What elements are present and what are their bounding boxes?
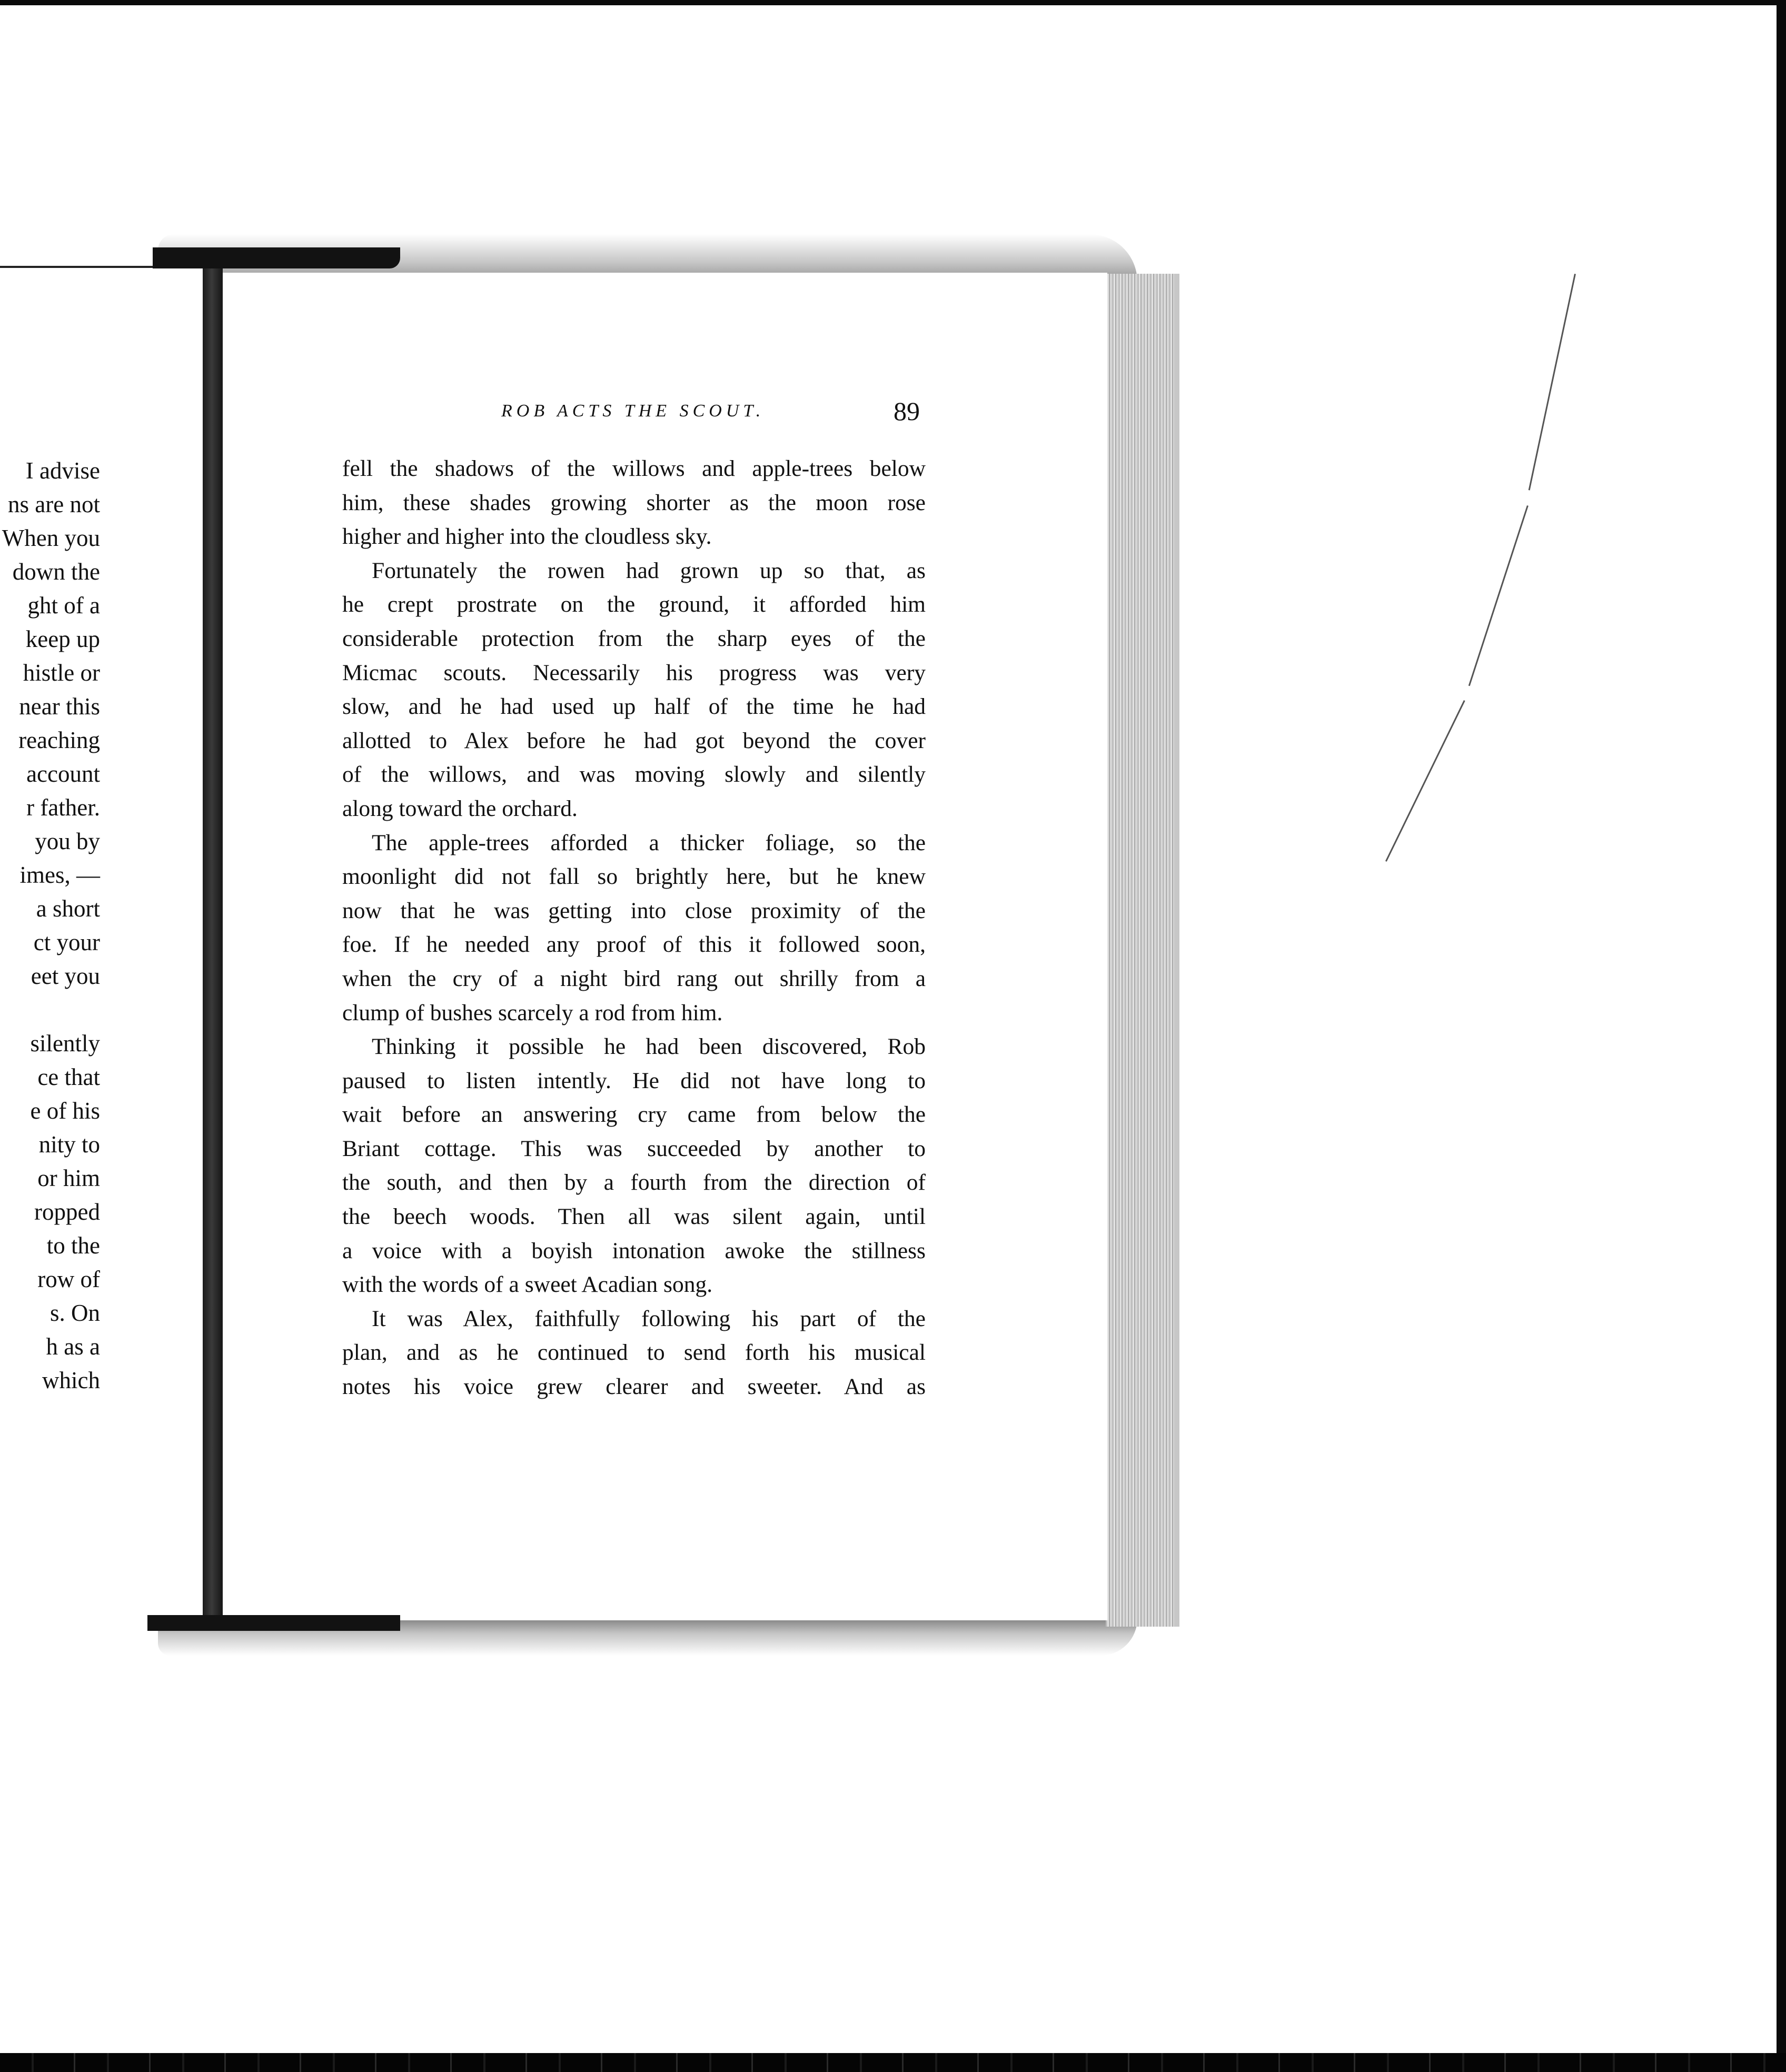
text-line: now that he was getting into close proximity of the [342, 898, 926, 923]
left-page-line: you by [35, 828, 100, 854]
scan-frame-right [1777, 0, 1786, 2072]
paragraph [342, 1302, 926, 1404]
left-page-line: imes, — [19, 862, 100, 888]
book-spine [203, 268, 223, 1616]
text-line: moonlight did not fall so brightly here, but he knew [342, 864, 926, 890]
left-page-line [0, 993, 100, 1027]
spine-cap-top [153, 247, 400, 268]
left-page-line: reaching [18, 727, 100, 753]
left-page-line: down the [12, 559, 100, 585]
text-line: Briant cottage. This was succeeded by another to [342, 1135, 926, 1161]
text-line: him, these shades growing shorter as the moon rose [342, 490, 926, 515]
text-line: he crept prostrate on the ground, it afforded him [342, 592, 926, 617]
text-line: Thinking it possible he had been discovered, Rob [372, 1034, 926, 1060]
pencil-mark [1529, 274, 1576, 490]
left-page-line: a short [36, 895, 100, 922]
left-page-line: ropped [34, 1199, 100, 1225]
page-edges [1106, 274, 1179, 1627]
left-page-line: ns are not [8, 491, 100, 517]
text-line: allotted to Alex before he had got beyond the cover [342, 728, 926, 753]
paragraph [342, 1030, 926, 1302]
text-line: notes his voice grew clearer and sweeter. And as [342, 1374, 926, 1400]
left-page-line: histle or [23, 660, 100, 686]
text-line: of the willows, and was moving slowly and silently [342, 762, 926, 788]
text-line: clump of bushes scarcely a rod from him. [342, 1000, 723, 1025]
pencil-mark [1469, 505, 1529, 686]
text-line: when the cry of a night bird rang out shrilly from a [342, 965, 926, 991]
left-page-line: When you [2, 525, 100, 551]
left-page-text [0, 454, 100, 1397]
scan-frame-top [0, 0, 1786, 5]
left-page-line: or him [37, 1165, 100, 1191]
page-number: 89 [894, 396, 920, 426]
text-line: slow, and he had used up half of the time he had [342, 694, 926, 720]
paragraph [342, 452, 926, 554]
left-page-line: row of [37, 1266, 100, 1292]
left-page-line: ce that [37, 1064, 100, 1090]
text-line: Fortunately the rowen had grown up so that, as [372, 557, 926, 583]
text-line: considerable protection from the sharp eyes of the [342, 625, 926, 651]
left-page-line: ght of a [27, 592, 100, 619]
left-page-line: which [42, 1367, 100, 1393]
text-line: paused to listen intently. He did not have long to [342, 1068, 926, 1093]
paragraph [342, 554, 926, 826]
left-page-line: keep up [25, 626, 100, 652]
text-line: a voice with a boyish intonation awoke the stillness [342, 1238, 926, 1263]
left-page-line: I advise [25, 457, 100, 484]
left-page-line: e of his [30, 1098, 100, 1124]
scan-frame-bottom [0, 2053, 1786, 2072]
text-line: higher and higher into the cloudless sky. [342, 524, 712, 550]
left-page-line: to the [46, 1232, 100, 1259]
left-page-line: s. On [49, 1300, 100, 1326]
text-line: It was Alex, faithfully following his part of the [372, 1306, 926, 1331]
left-page-line: h as a [46, 1333, 100, 1360]
left-page-line: near this [19, 693, 100, 720]
text-line: the south, and then by a fourth from the direction of [342, 1170, 926, 1196]
text-line: foe. If he needed any proof of this it followed soon, [342, 932, 926, 958]
pencil-mark [1385, 700, 1465, 862]
text-line: Micmac scouts. Necessarily his progress was very [342, 660, 926, 685]
left-page-line: eet you [31, 963, 100, 989]
spine-cap-bottom [147, 1615, 400, 1631]
text-line: fell the shadows of the willows and apple-trees below [342, 456, 926, 481]
text-line: with the words of a sweet Acadian song. [342, 1272, 713, 1298]
left-page-line: r father. [26, 794, 100, 821]
text-line: wait before an answering cry came from below the [342, 1102, 926, 1128]
running-head: ROB ACTS THE SCOUT. [501, 401, 765, 421]
left-page-line: silently [30, 1030, 100, 1057]
paragraph [342, 826, 926, 1030]
left-page-line: account [26, 761, 100, 787]
text-line: plan, and as he continued to send forth his musical [342, 1340, 926, 1366]
left-page-line: nity to [38, 1131, 100, 1158]
text-line: along toward the orchard. [342, 795, 578, 821]
left-page-line: ct your [33, 929, 100, 955]
text-line: the beech woods. Then all was silent again, until [342, 1204, 926, 1230]
body-text [342, 452, 926, 1404]
text-line: The apple-trees afforded a thicker foliage, so the [372, 830, 926, 855]
